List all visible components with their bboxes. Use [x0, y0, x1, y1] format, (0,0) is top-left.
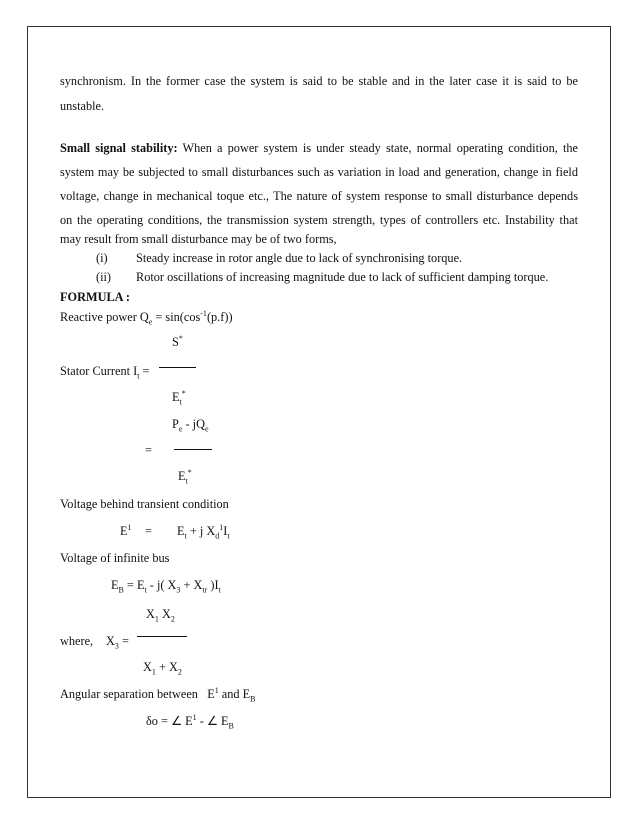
para1-line1: synchronism. In the former case the system is said to be stable and in the later case it is said to be	[60, 74, 578, 88]
list-item-text: Steady increase in rotor angle due to lack of synchronising torque.	[136, 251, 463, 265]
formula-heading: FORMULA :	[60, 290, 131, 304]
para1-line2: unstable.	[60, 99, 105, 113]
para2-line2: system may be subjected to small disturbances such as variation in load and generation, change in field	[60, 165, 578, 179]
angular-separation-label: Angular separation between $E^1$ and $E_B$	[60, 685, 256, 704]
infinite-bus-label: Voltage of infinite bus	[60, 551, 170, 565]
para2-line1: Small signal stability: When a power system is under steady state, normal operating condition, the	[60, 141, 578, 155]
para2-line4: on the operating conditions, the transmission system strength, types of controllers etc. Instability that	[60, 213, 578, 227]
stator2-equals: =	[145, 443, 152, 457]
transient-label: Voltage behind transient condition	[60, 497, 229, 511]
x3-denominator: $X_1 + X_2$	[143, 660, 182, 677]
stator2-numerator: $P_e - jQ_e$	[172, 417, 209, 434]
transient-lhs: $E^1$	[120, 522, 132, 538]
list-item-num: (ii)	[96, 270, 112, 284]
infinite-bus-formula: $E_B = E_t - j$( $X_3 + X_{tr}$ )$I_t$	[111, 578, 221, 595]
where-label: where,	[60, 634, 94, 648]
x3-numerator: $X_1$ $X_2$	[146, 607, 175, 624]
para2-line5: may result from small disturbance may be of two forms,	[60, 232, 337, 246]
fraction-bar	[174, 449, 212, 450]
small-signal-heading: Small signal stability:	[60, 141, 178, 155]
fraction-bar	[159, 367, 196, 368]
fraction-bar	[137, 636, 187, 637]
delta-formula: δo = ∠ $E^1$ - ∠ $E_B$	[146, 712, 234, 731]
stator-numerator: S*	[172, 333, 183, 349]
list-item-text: Rotor oscillations of increasing magnitude due to lack of sufficient damping torque.	[136, 270, 549, 284]
transient-equals: =	[145, 524, 152, 538]
para2-line3: voltage, change in mechanical toque etc., The nature of system response to small disturbance depends	[60, 189, 578, 203]
stator2-denominator: $E_t^*$	[178, 467, 192, 486]
stator-current-label: Stator Current $I_t$ =	[60, 364, 150, 381]
stator-denominator: $E_t^*$	[172, 388, 186, 407]
x3-variable: $X_3$ =	[106, 634, 129, 651]
list-item-num: (i)	[96, 251, 108, 265]
transient-rhs: $E_t + j$ $X_d^1I_t$	[177, 522, 230, 541]
reactive-power-formula: Reactive power $Q_e = \sin(\cos^{-1}(p.f))$	[60, 308, 233, 327]
